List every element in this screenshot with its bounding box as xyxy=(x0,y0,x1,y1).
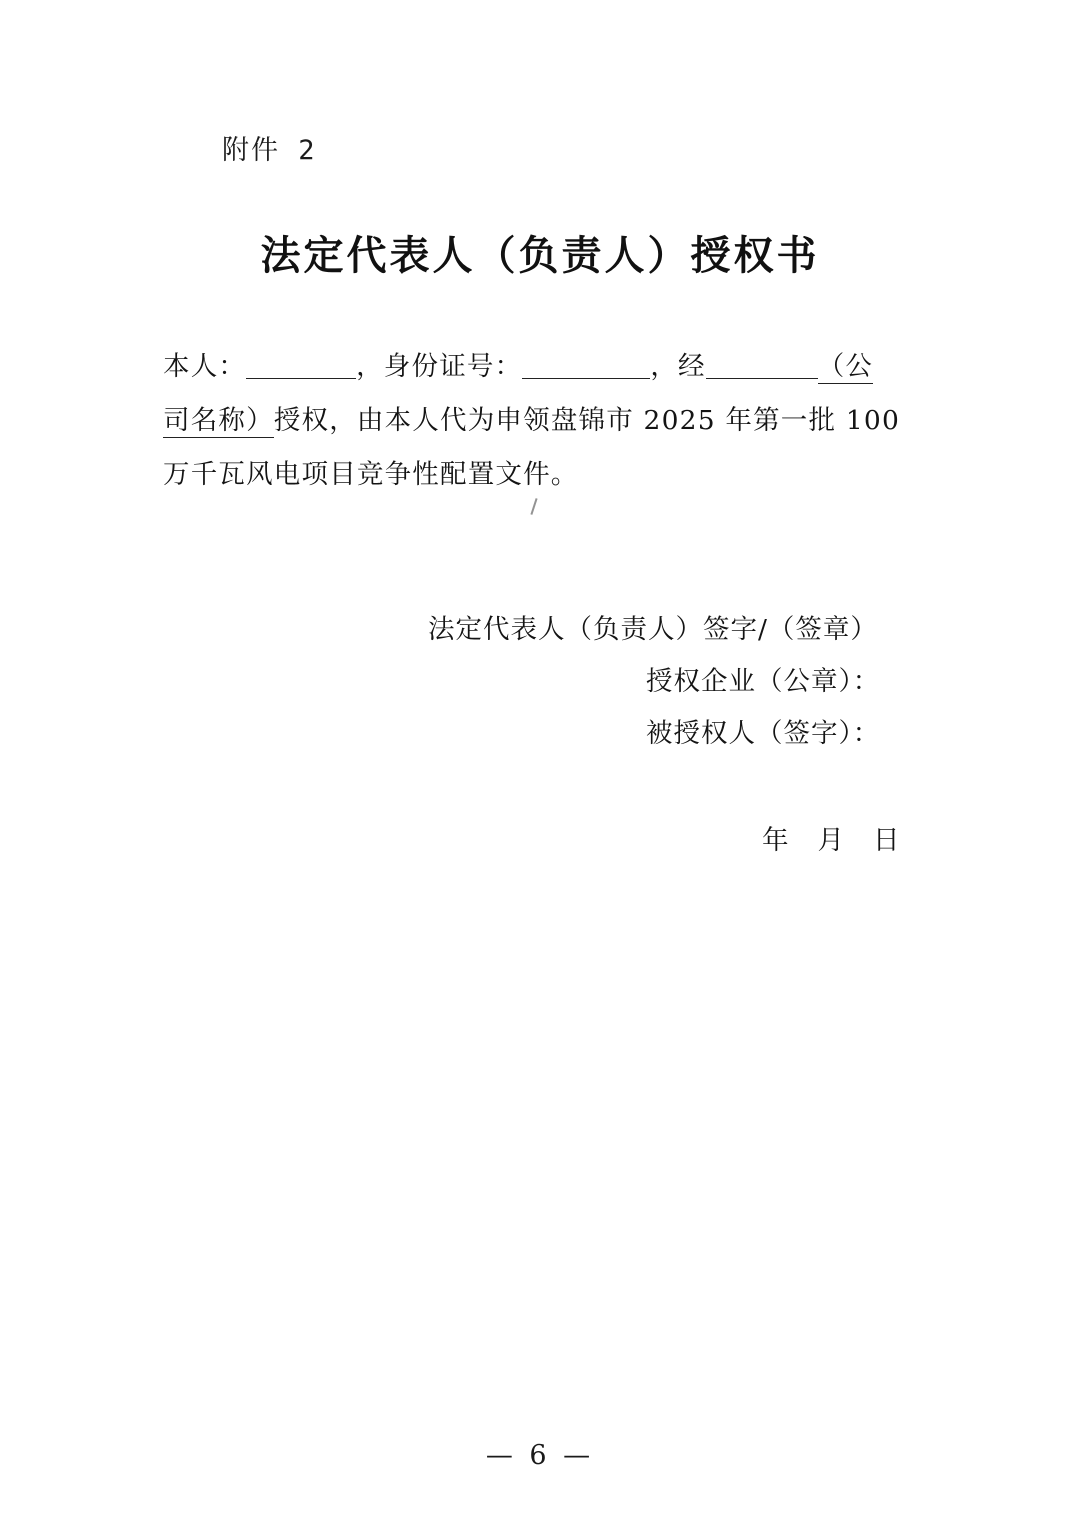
body-line-2 xyxy=(163,394,923,448)
body-text-project: 万千瓦风电项目竞争性配置文件。 xyxy=(163,459,579,490)
signature-block xyxy=(428,604,880,760)
signature-company-seal: 授权企业（公章）： xyxy=(646,666,881,697)
date-month-label: 月 xyxy=(817,825,845,856)
body-text-self: 本人： xyxy=(163,351,247,382)
body-line-1 xyxy=(163,340,923,394)
body-text-id: ，身份证号： xyxy=(356,351,523,382)
signature-legal-rep: 法定代表人（负责人）签字/（签章） xyxy=(428,614,878,645)
date-day-label: 日 xyxy=(873,825,901,856)
page-title: 法定代表人（负责人）授权书 xyxy=(260,232,820,279)
authorization-body xyxy=(163,340,923,502)
signature-authorized-person: 被授权人（签字）： xyxy=(646,718,881,749)
body-text-company-open: （公 xyxy=(817,351,874,382)
body-line-3 xyxy=(163,448,923,502)
id-number-blank-field[interactable] xyxy=(522,352,650,379)
attachment-label: 附件 2 xyxy=(222,135,317,166)
name-blank-field[interactable] xyxy=(246,352,356,379)
date-line xyxy=(762,818,901,857)
date-year-label: 年 xyxy=(762,825,790,856)
body-text-company-close: 司名称） xyxy=(163,405,274,436)
body-text-by: ，经 xyxy=(650,351,706,382)
body-text-authorize: 授权，由本人代为申领盘锦市 2025 年第一批 100 xyxy=(273,405,901,436)
company-blank-field[interactable] xyxy=(706,352,818,379)
page-number: — 6 — xyxy=(485,1440,595,1471)
